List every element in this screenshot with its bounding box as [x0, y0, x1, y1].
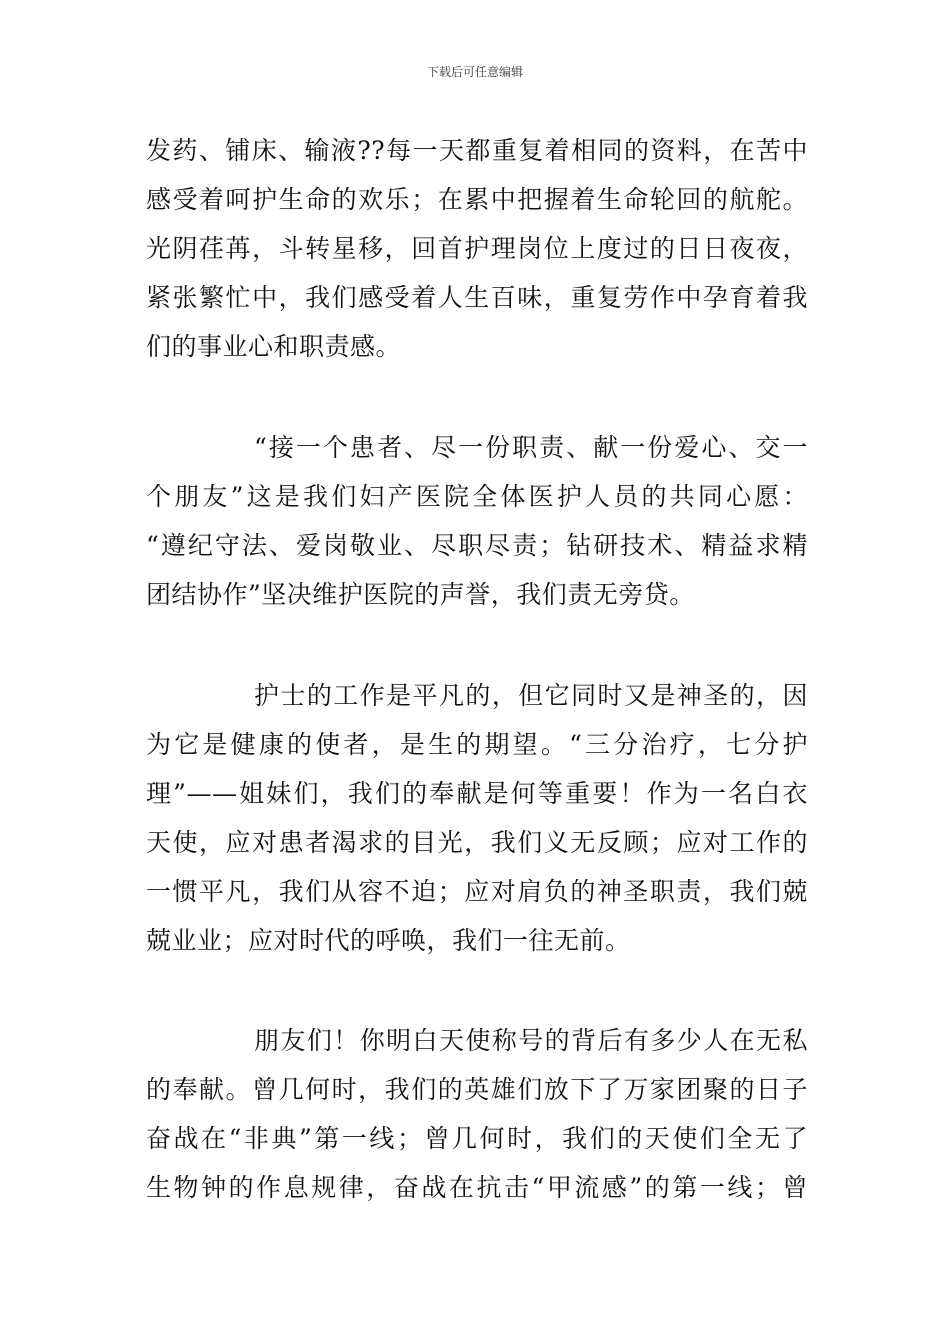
text-line: 天使，应对患者渴求的目光，我们义无反顾；应对工作的: [146, 828, 808, 857]
text-line: 兢业业；应对时代的呼唤，我们一往无前。: [146, 926, 631, 955]
text-line: 护士的工作是平凡的，但它同时又是神圣的，因: [254, 681, 808, 710]
paragraph-4: [146, 1016, 808, 1212]
text-line: 们的事业心和职责感。: [146, 332, 402, 361]
paragraph-1: [146, 126, 808, 371]
text-line: 一惯平凡，我们从容不迫；应对肩负的神圣职责，我们兢: [146, 877, 808, 906]
paragraph-3: [146, 671, 808, 965]
text-line: 的奉献。曾几何时，我们的英雄们放下了万家团聚的日子: [146, 1075, 808, 1104]
text-line: 紧张繁忙中，我们感受着人生百味，重复劳作中孕育着我: [146, 283, 808, 312]
text-line: 发药、铺床、输液??每一天都重复着相同的资料，在苦中: [146, 136, 808, 165]
text-line: “接一个患者、尽一份职责、献一份爱心、交一: [254, 433, 808, 462]
text-line: 理”——姐妹们，我们的奉献是何等重要！作为一名白衣: [146, 779, 808, 808]
text-line: “遵纪守法、爱岗敬业、尽职尽责；钻研技术、精益求精: [146, 531, 808, 560]
text-line: 朋友们！你明白天使称号的背后有多少人在无私: [254, 1026, 808, 1055]
page-header: 下载后可任意编辑: [426, 65, 523, 79]
text-line: 生物钟的作息规律，奋战在抗击“甲流感”的第一线；曾: [146, 1173, 808, 1202]
paragraph-2: [146, 423, 808, 619]
text-line: 奋战在“非典”第一线；曾几何时，我们的天使们全无了: [146, 1124, 808, 1153]
text-line: 光阴荏苒，斗转星移，回首护理岗位上度过的日日夜夜，: [146, 234, 808, 263]
text-line: 个朋友”这是我们妇产医院全体医护人员的共同心愿：: [146, 482, 808, 511]
text-line: 感受着呵护生命的欢乐；在累中把握着生命轮回的航舵。: [146, 185, 808, 214]
text-line: 团结协作”坚决维护医院的声誉，我们责无旁贷。: [146, 580, 695, 609]
text-line: 为它是健康的使者，是生的期望。“三分治疗，七分护: [146, 730, 808, 759]
